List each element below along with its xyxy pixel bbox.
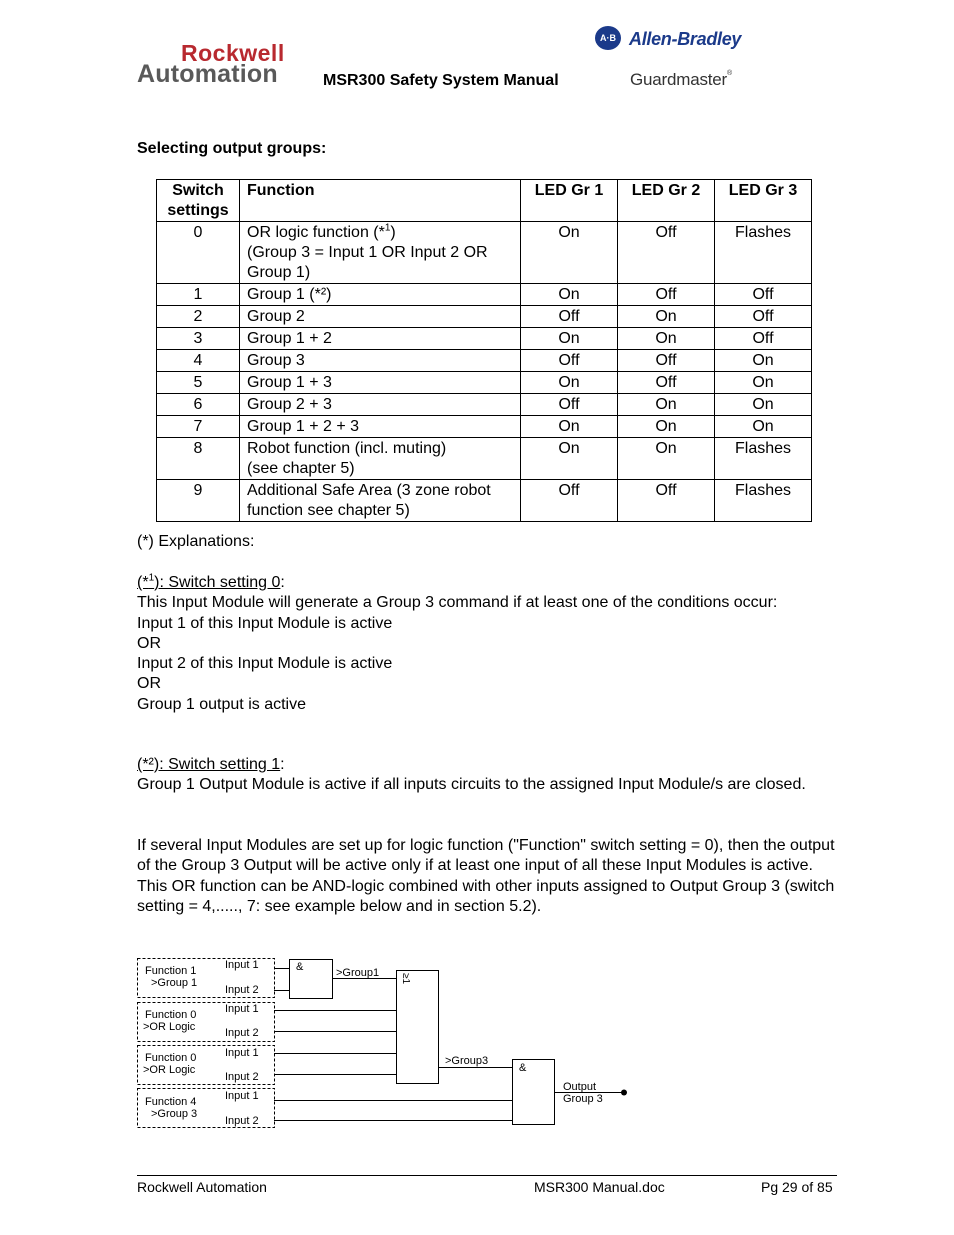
note2-label: (*²): Switch setting 1: [137, 756, 281, 773]
cell-function: Group 1 + 2 + 3: [240, 416, 521, 438]
input1-label: Input 1: [225, 959, 259, 971]
note1-label-text: ): Switch setting 0: [154, 574, 281, 591]
guardmaster-text: Guardmaster: [630, 70, 728, 89]
cell-gr2: Off: [618, 222, 715, 284]
cell-gr1: Off: [521, 306, 618, 328]
cell-gr3: On: [715, 394, 812, 416]
cell-gr1: On: [521, 372, 618, 394]
footer-filename: MSR300 Manual.doc: [534, 1179, 665, 1195]
module-label-line1: Function 0: [145, 1052, 197, 1064]
note1-line: OR: [137, 634, 161, 652]
cell-gr2: Off: [618, 284, 715, 306]
cell-gr1: On: [521, 438, 618, 480]
logo-rockwell-text: Rockwell: [181, 40, 285, 66]
cell-function: Group 1 + 2: [240, 328, 521, 350]
function-text: OR logic function (*: [247, 224, 385, 241]
or-gate-group3: [397, 971, 439, 1084]
explanations-intro: (*) Explanations:: [137, 533, 255, 550]
header-led-gr1: LED Gr 1: [521, 180, 618, 222]
input2-label: Input 2: [225, 1115, 259, 1127]
cell-gr1: On: [521, 222, 618, 284]
cell-function: Group 1 + 3: [240, 372, 521, 394]
output-label-line1: Output: [563, 1081, 597, 1093]
group1-label: >Group1: [336, 967, 380, 979]
cell-gr3: Off: [715, 306, 812, 328]
cell-gr2: On: [618, 416, 715, 438]
cell-function: Group 3: [240, 350, 521, 372]
function-tail: ): [390, 224, 396, 241]
cell-gr2: On: [618, 306, 715, 328]
module-label-line1: Function 4: [145, 1096, 197, 1108]
output-label-line2: Group 3: [563, 1093, 603, 1105]
cell-gr3: Flashes: [715, 480, 812, 522]
module-box-3: [138, 1046, 275, 1085]
cell-gr3: Off: [715, 328, 812, 350]
cell-gr1: On: [521, 328, 618, 350]
allen-bradley-logo: Allen-Bradley: [629, 29, 742, 49]
function-line2: (see chapter 5): [247, 460, 355, 477]
and-gate-output: [513, 1060, 555, 1125]
and-gate2-symbol: &: [519, 1062, 527, 1074]
module-label-line1: Function 1: [145, 965, 197, 977]
input1-label: Input 1: [225, 1090, 259, 1102]
or-gate-symbol: ≥1: [400, 973, 411, 985]
cell-gr2: Off: [618, 480, 715, 522]
module-label-line2: >OR Logic: [143, 1021, 196, 1033]
note1-line: OR: [137, 675, 161, 693]
cell-switch: 6: [157, 394, 240, 416]
section-heading: Selecting output groups:: [137, 140, 327, 157]
footer-company: Rockwell Automation: [137, 1179, 267, 1195]
cell-gr3: Off: [715, 284, 812, 306]
cell-gr1: Off: [521, 480, 618, 522]
output-terminal-icon: [621, 1090, 627, 1096]
cell-gr2: On: [618, 328, 715, 350]
cell-switch: 5: [157, 372, 240, 394]
cell-switch: 3: [157, 328, 240, 350]
cell-gr1: On: [521, 416, 618, 438]
module-box-1: [138, 959, 275, 998]
allen-bradley-badge-icon: A·B: [595, 26, 621, 50]
note1-colon: :: [280, 574, 285, 591]
function-line2: (Group 3 = Input 1 OR Input 2 OR Group 1): [247, 244, 488, 281]
cell-switch: 2: [157, 306, 240, 328]
cell-switch: 7: [157, 416, 240, 438]
document-title: MSR300 Safety System Manual: [323, 72, 559, 89]
cell-gr3: On: [715, 372, 812, 394]
module-label-line2: >Group 3: [151, 1108, 198, 1120]
cell-function: Group 2 + 3: [240, 394, 521, 416]
cell-switch: 9: [157, 480, 240, 522]
note1-line: Input 1 of this Input Module is active: [137, 614, 393, 632]
note1-line: Group 1 output is active: [137, 695, 306, 713]
cell-function: Additional Safe Area (3 zone robot function see chapter 5): [240, 480, 521, 522]
cell-gr3: On: [715, 350, 812, 372]
header-switch-settings: Switch settings: [157, 180, 240, 222]
module-box-2: [138, 1003, 275, 1042]
footer-divider: [137, 1175, 837, 1176]
cell-gr1: Off: [521, 394, 618, 416]
module-label-line2: >Group 1: [151, 977, 198, 989]
header-function: Function: [240, 180, 521, 222]
cell-function: Group 2: [240, 306, 521, 328]
cell-gr2: Off: [618, 372, 715, 394]
note1-line: This Input Module will generate a Group 3 command if at least one of the conditions occur:: [137, 594, 778, 612]
note2-colon: :: [280, 756, 285, 773]
paragraph-2: This OR function can be AND-logic combined with other inputs assigned to Output Group 3 (switch setting = 4,....., 7: see example below and in section 5.2).: [137, 877, 835, 915]
module-box-4: [138, 1089, 275, 1128]
input1-label: Input 1: [225, 1003, 259, 1015]
cell-gr3: Flashes: [715, 222, 812, 284]
module-label-line1: Function 0: [145, 1009, 197, 1021]
registered-mark: ®: [727, 70, 732, 77]
cell-switch: 4: [157, 350, 240, 372]
cell-gr1: On: [521, 284, 618, 306]
header-led-gr3: LED Gr 3: [715, 180, 812, 222]
note1-prefix: (*: [137, 574, 149, 591]
cell-function: Group 1 (*²): [240, 284, 521, 306]
cell-gr2: On: [618, 438, 715, 480]
group3-label: >Group3: [445, 1055, 489, 1067]
cell-gr1: Off: [521, 350, 618, 372]
cell-switch: 1: [157, 284, 240, 306]
cell-switch: 8: [157, 438, 240, 480]
input2-label: Input 2: [225, 984, 259, 996]
cell-gr3: Flashes: [715, 438, 812, 480]
note1-line: Input 2 of this Input Module is active: [137, 655, 393, 673]
and-gate-symbol: &: [296, 961, 304, 973]
header-led-gr2: LED Gr 2: [618, 180, 715, 222]
cell-gr2: Off: [618, 350, 715, 372]
function-text: Robot function (incl. muting): [247, 440, 447, 457]
input2-label: Input 2: [225, 1027, 259, 1039]
paragraph-1: If several Input Modules are set up for logic function ("Function" switch setting = 0), then the output of the Group 3 Output will be active only if at least one input of all these Input Modules is active.: [137, 837, 835, 875]
logo-automation-text: Automation: [137, 60, 278, 88]
note2-text: Group 1 Output Module is active if all inputs circuits to the assigned Input Module/s are closed.: [137, 776, 806, 794]
footnote-sup: 1: [384, 222, 391, 234]
cell-gr2: On: [618, 394, 715, 416]
cell-switch: 0: [157, 222, 240, 284]
note1-sup: 1: [148, 572, 155, 584]
and-gate-group1: [290, 960, 333, 999]
input2-label: Input 2: [225, 1071, 259, 1083]
input1-label: Input 1: [225, 1047, 259, 1059]
module-label-line2: >OR Logic: [143, 1064, 196, 1076]
cell-gr3: On: [715, 416, 812, 438]
footer-page-number: Pg 29 of 85: [761, 1179, 833, 1195]
